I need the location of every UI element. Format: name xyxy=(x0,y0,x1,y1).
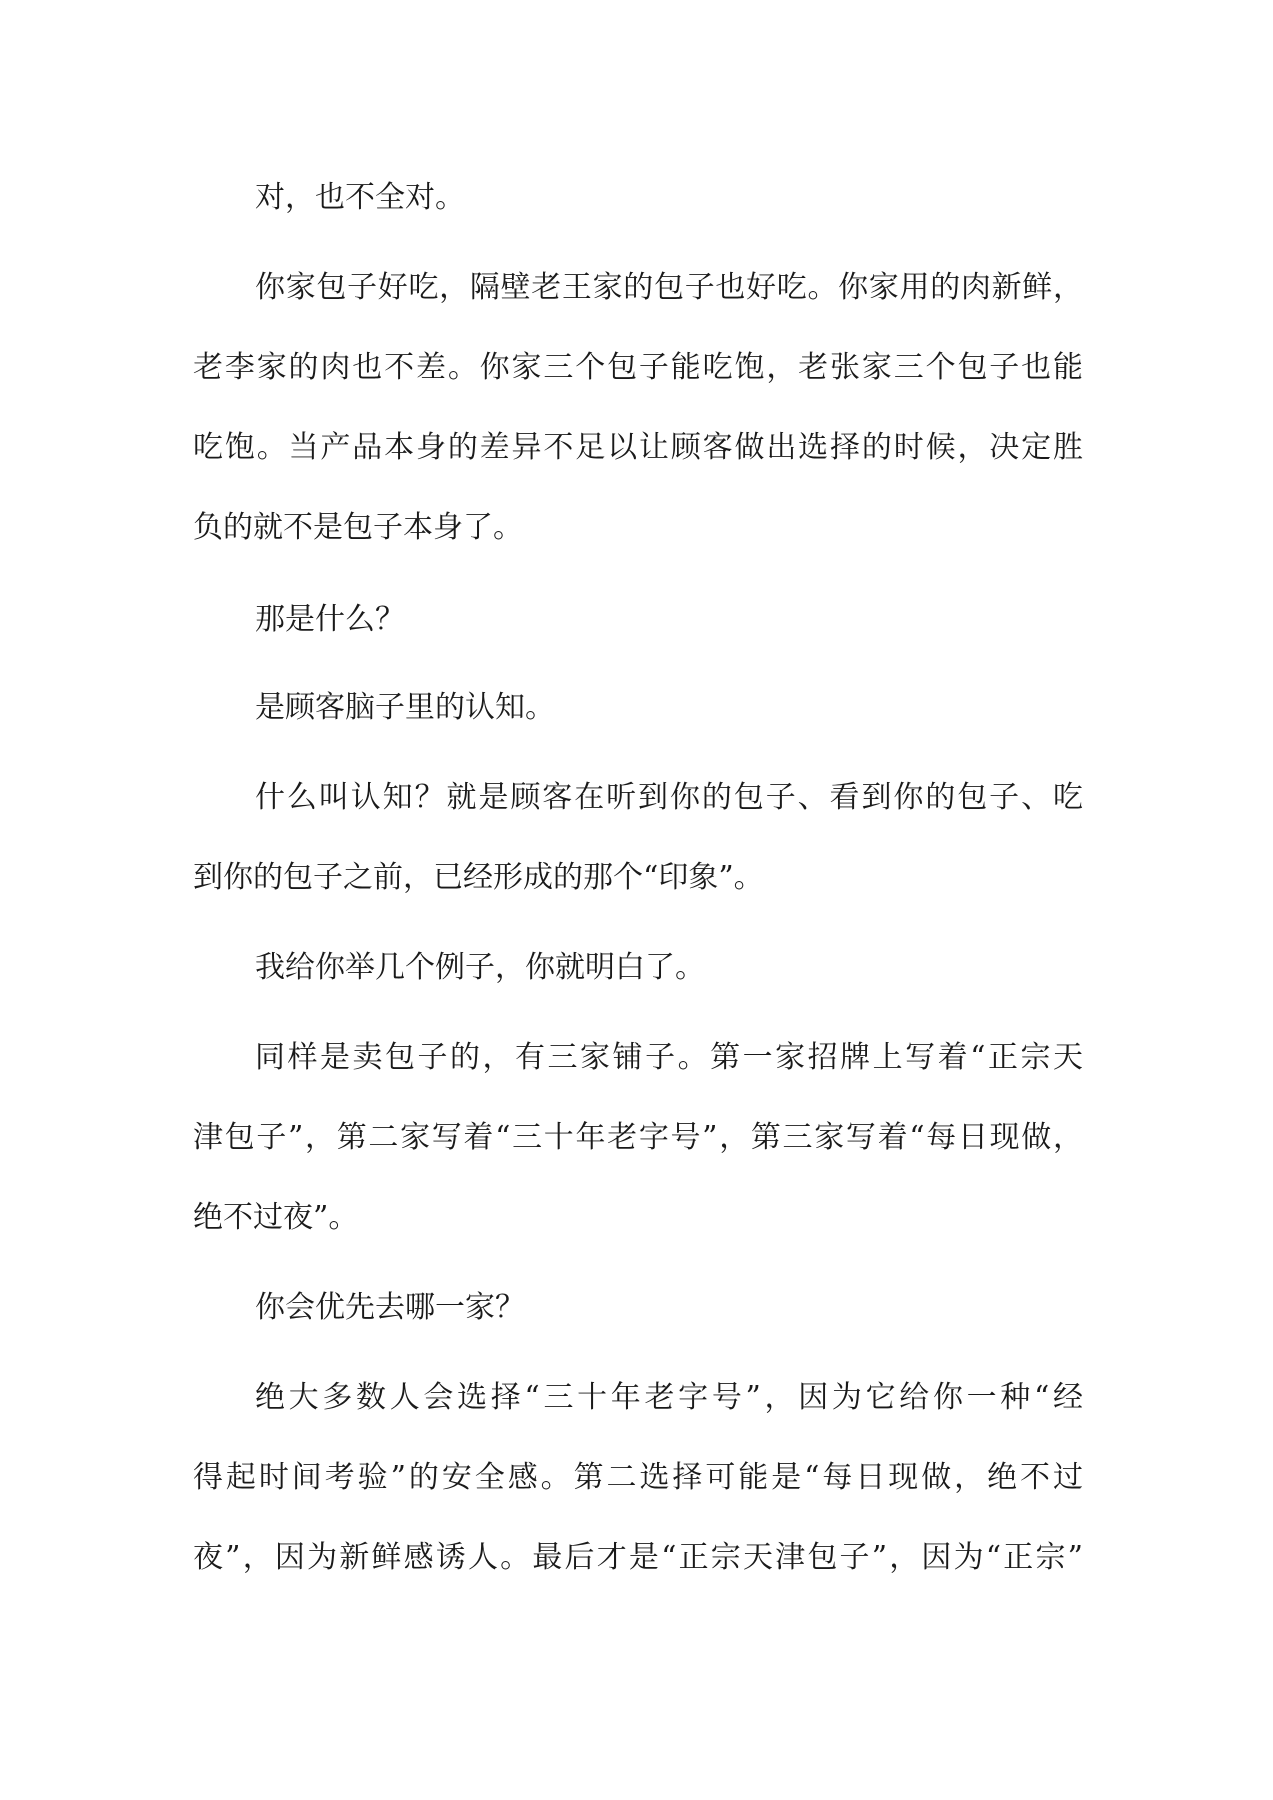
text-line: 什么叫认知？就是顾客在听到你的包子、看到你的包子、吃 xyxy=(255,780,1083,815)
text-line: 到你的包子之前，已经形成的那个“印象”。 xyxy=(193,860,764,895)
text-line: 你会优先去哪一家？ xyxy=(255,1290,525,1325)
text-line: 是顾客脑子里的认知。 xyxy=(255,690,555,725)
text-line: 你家包子好吃，隔壁老王家的包子也好吃。你家用的肉新鲜， xyxy=(255,270,1083,305)
text-line: 同样是卖包子的，有三家铺子。第一家招牌上写着“正宗天 xyxy=(255,1040,1083,1075)
text-line: 那是什么？ xyxy=(255,602,405,637)
text-line: 得起时间考验”的安全感。第二选择可能是“每日现做，绝不过 xyxy=(193,1460,1083,1495)
text-line: 对，也不全对。 xyxy=(255,180,465,215)
text-line: 我给你举几个例子，你就明白了。 xyxy=(255,950,705,985)
text-line: 绝大多数人会选择“三十年老字号”，因为它给你一种“经 xyxy=(255,1380,1083,1415)
text-line: 老李家的肉也不差。你家三个包子能吃饱，老张家三个包子也能 xyxy=(193,350,1083,385)
text-line: 夜”，因为新鲜感诱人。最后才是“正宗天津包子”，因为“正宗” xyxy=(193,1540,1083,1575)
text-line: 绝不过夜”。 xyxy=(193,1200,359,1235)
text-line: 津包子”，第二家写着“三十年老字号”，第三家写着“每日现做， xyxy=(193,1120,1083,1155)
text-line: 负的就不是包子本身了。 xyxy=(193,510,523,545)
text-line: 吃饱。当产品本身的差异不足以让顾客做出选择的时候，决定胜 xyxy=(193,430,1083,465)
